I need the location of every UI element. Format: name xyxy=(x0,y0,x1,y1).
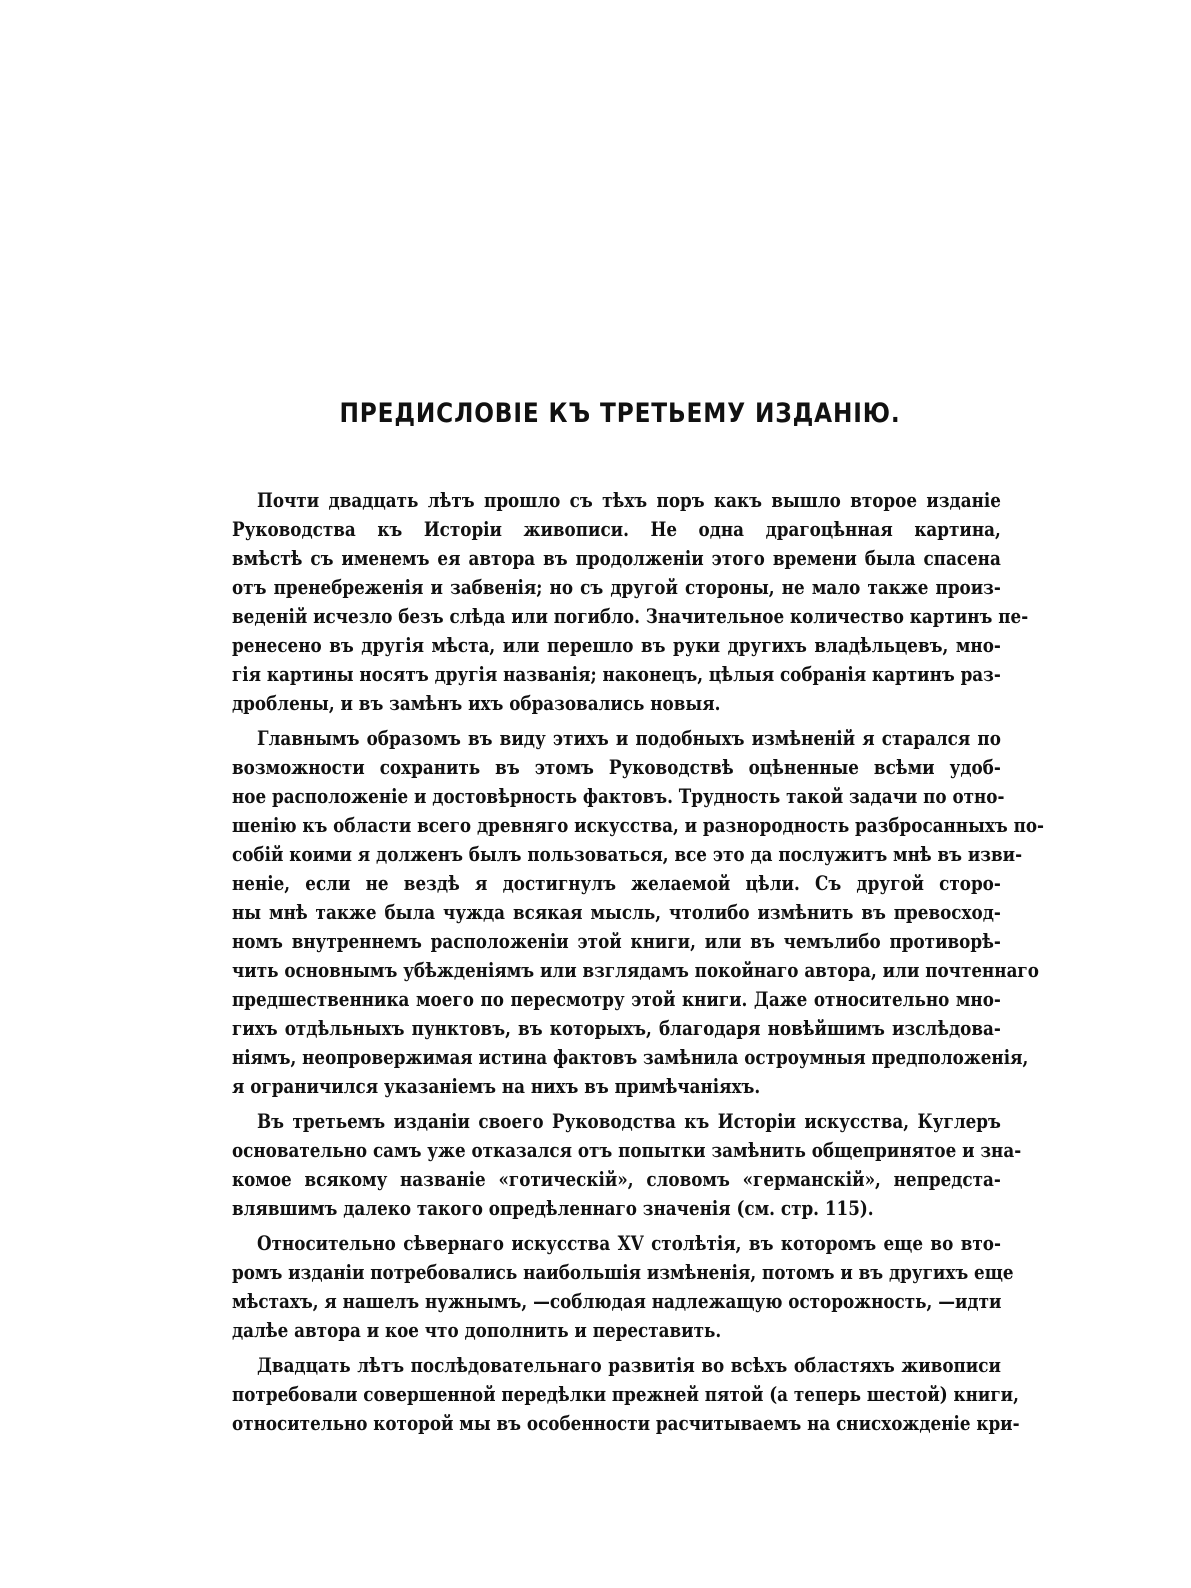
text-line: номъ внутреннемъ расположеніи этой книги, или въ чемълибо противорѣ- xyxy=(232,930,1001,953)
text-line: комое всякому названіе «готическій», словомъ «германскій», непредста- xyxy=(232,1168,1001,1191)
paragraph-5 xyxy=(232,1351,1020,1438)
text-line: потребовали совершенной передѣлки прежней пятой (а теперь шестой) книги, xyxy=(232,1383,1019,1406)
text-line: предшественника моего по пересмотру этой книги. Даже относительно мно- xyxy=(232,988,1001,1011)
text-line: влявшимъ далеко такого опредѣленнаго значенія (см. стр. 115). xyxy=(232,1197,874,1220)
text-line: Руководства къ Исторіи живописи. Не одна драгоцѣнная картина, xyxy=(232,518,1001,541)
text-line: мѣстахъ, я нашелъ нужнымъ, —соблюдая надлежащую осторожность, —идти xyxy=(232,1290,1002,1313)
text-line: ромъ изданіи потребовались наибольшія измѣненія, потомъ и въ другихъ еще xyxy=(232,1261,1014,1284)
text-line: веденій исчезло безъ слѣда или погибло. Значительное количество картинъ пе- xyxy=(232,605,1029,628)
text-line: ніямъ, неопровержимая истина фактовъ замѣнила остроумныя предположенія, xyxy=(232,1046,1029,1069)
text-line: далѣе автора и кое что дополнить и переставить. xyxy=(232,1319,722,1342)
text-line: гихъ отдѣльныхъ пунктовъ, въ которыхъ, благодаря новѣйшимъ изслѣдова- xyxy=(232,1017,1001,1040)
text-line: неніе, если не вездѣ я достигнулъ желаемой цѣли. Съ другой сторо- xyxy=(232,872,1001,895)
text-line: Относительно сѣвернаго искусства XV столѣтія, въ которомъ еще во вто- xyxy=(257,1232,1001,1255)
text-line: дроблены, и въ замѣнъ ихъ образовались новыя. xyxy=(232,692,721,715)
text-line: шенію къ области всего древняго искусства, и разнородность разбросанныхъ по- xyxy=(232,814,1045,837)
text-line: ренесено въ другія мѣста, или перешло въ руки другихъ владѣльцевъ, мно- xyxy=(232,634,1001,657)
text-line: отъ пренебреженія и забвенія; но съ другой стороны, не мало также произ- xyxy=(232,576,1001,599)
text-line: ны мнѣ также была чужда всякая мысль, чтолибо измѣнить въ превосход- xyxy=(232,901,1001,924)
text-line: относительно которой мы въ особенности расчитываемъ на снисхожденіе кри- xyxy=(232,1412,1020,1435)
text-line: я ограничился указаніемъ на нихъ въ примѣчаніяхъ. xyxy=(232,1075,761,1098)
text-line: Почти двадцать лѣтъ прошло съ тѣхъ поръ какъ вышло второе изданіе xyxy=(257,489,1001,512)
text-line: гія картины носятъ другія названія; наконецъ, цѣлыя собранія картинъ раз- xyxy=(232,663,1001,686)
text-line: Въ третьемъ изданіи своего Руководства къ Исторіи искусства, Куглеръ xyxy=(257,1110,1001,1133)
text-line: основательно самъ уже отказался отъ попытки замѣнить общепринятое и зна- xyxy=(232,1139,1022,1162)
text-line: вмѣстѣ съ именемъ ея автора въ продолженіи этого времени была спасена xyxy=(232,547,1001,570)
paragraph-2 xyxy=(232,724,1045,1101)
text-line: Двадцать лѣтъ послѣдовательнаго развитія во всѣхъ областяхъ живописи xyxy=(257,1354,1001,1377)
paragraph-1 xyxy=(232,486,1029,718)
body-text xyxy=(232,486,1045,1438)
text-line: возможности сохранить въ этомъ Руководствѣ оцѣненные всѣми удоб- xyxy=(232,756,1001,779)
text-line: собій коими я долженъ былъ пользоваться, все это да послужитъ мнѣ въ изви- xyxy=(232,843,1023,866)
text-line: Главнымъ образомъ въ виду этихъ и подобныхъ измѣненій я старался по xyxy=(257,727,1001,750)
text-line: ное расположеніе и достовѣрность фактовъ. Трудность такой задачи по отно- xyxy=(232,785,1005,808)
page-title: ПРЕДИСЛОВІЕ КЪ ТРЕТЬЕМУ ИЗДАНІЮ. xyxy=(339,398,901,429)
paragraph-4 xyxy=(232,1229,1014,1345)
paragraph-3 xyxy=(232,1107,1022,1223)
text-line: чить основнымъ убѣжденіямъ или взглядамъ покойнаго автора, или почтеннаго xyxy=(232,959,1039,982)
